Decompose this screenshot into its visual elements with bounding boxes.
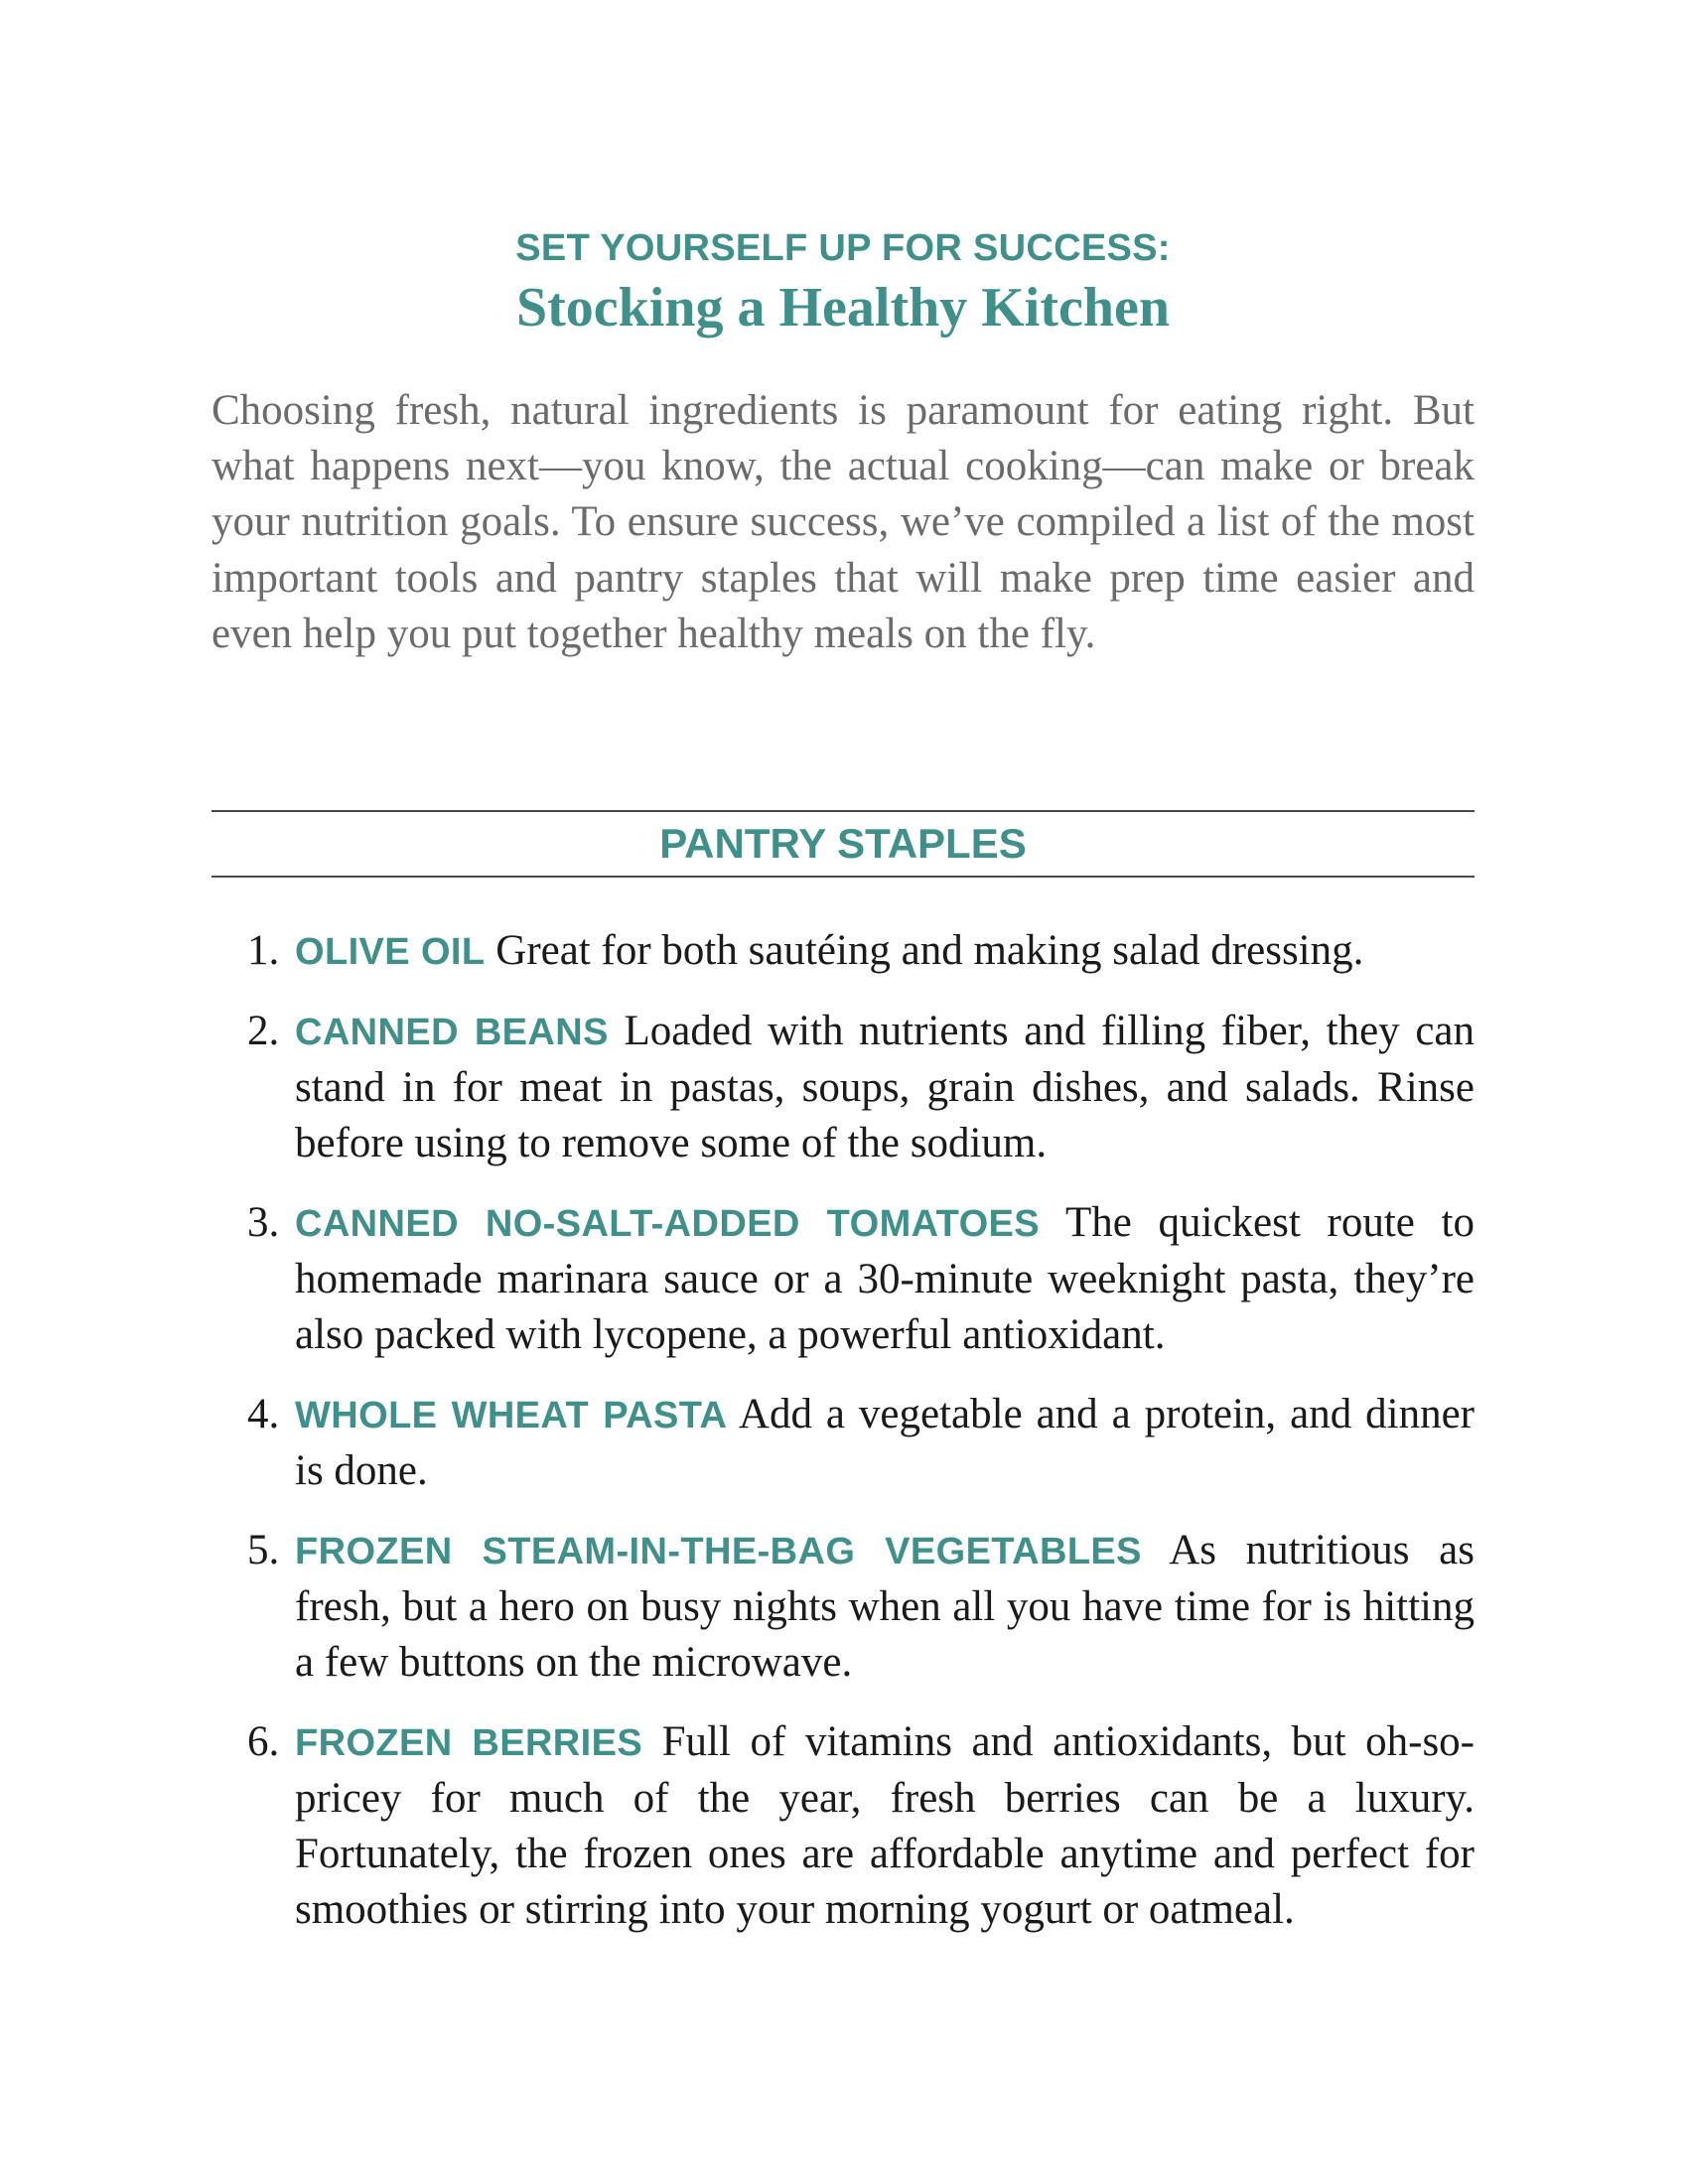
item-number: 5. <box>247 1527 280 1573</box>
item-number: 6. <box>247 1718 280 1765</box>
item-number: 4. <box>247 1391 280 1437</box>
list-item <box>211 1714 1475 1938</box>
section-rule-top <box>211 810 1475 812</box>
item-number: 2. <box>247 1008 280 1054</box>
item-name: WHOLE WHEAT PASTA <box>295 1395 728 1436</box>
item-description: The quickest route to homemade marinara sauce or a 30-minute weeknight pasta, they’re also packed with lycopene, a powerful antioxidant. <box>295 1199 1475 1358</box>
section-heading: PANTRY STAPLES <box>659 820 1027 867</box>
intro-paragraph: Choosing fresh, natural ingredients is paramount for eating right. But what happens next—you know, the actual cooking—can make or break your nutrition goals. To ensure success, we’ve compiled a list of the most important tools and pantry staples that will make prep time easier and even help you put together healthy meals on the fly. <box>211 387 1475 657</box>
item-name: CANNED NO-SALT-ADDED TOMATOES <box>295 1203 1041 1245</box>
item-number: 3. <box>247 1199 280 1246</box>
page-kicker: SET YOURSELF UP FOR SUCCESS: <box>515 227 1171 269</box>
item-description: Great for both sautéing and making salad dressing. <box>495 927 1364 974</box>
item-description: As nutritious as fresh, but a hero on busy nights when all you have time for is hitting a few buttons on the microwave. <box>295 1527 1475 1686</box>
item-name: OLIVE OIL <box>295 931 486 973</box>
item-name: CANNED BEANS <box>295 1012 609 1053</box>
list-item <box>211 1523 1475 1691</box>
list-item <box>211 1195 1475 1363</box>
section-rule-bottom <box>211 876 1475 878</box>
item-number: 1. <box>247 927 280 974</box>
item-description: Full of vitamins and antioxidants, but oh-so-pricey for much of the year, fresh berries can be a luxury. Fortunately, the frozen ones are affordable anytime and perfect for smoothies or stirring into your morning yogurt or oatmeal. <box>295 1718 1475 1933</box>
list-item <box>211 923 1475 980</box>
item-description: Loaded with nutrients and filling fiber, they can stand in for meat in pastas, soups, grain dishes, and salads. Rinse before using to remove some of the sodium. <box>295 1008 1476 1166</box>
item-name: FROZEN STEAM-IN-THE-BAG VEGETABLES <box>295 1531 1142 1572</box>
list-item <box>211 1387 1475 1499</box>
page-title: Stocking a Healthy Kitchen <box>515 277 1171 339</box>
item-description: Add a vegetable and a protein, and dinner is done. <box>295 1391 1475 1494</box>
list-item <box>211 1004 1475 1171</box>
item-name: FROZEN BERRIES <box>295 1722 643 1764</box>
pantry-staples-list <box>211 923 1475 1962</box>
